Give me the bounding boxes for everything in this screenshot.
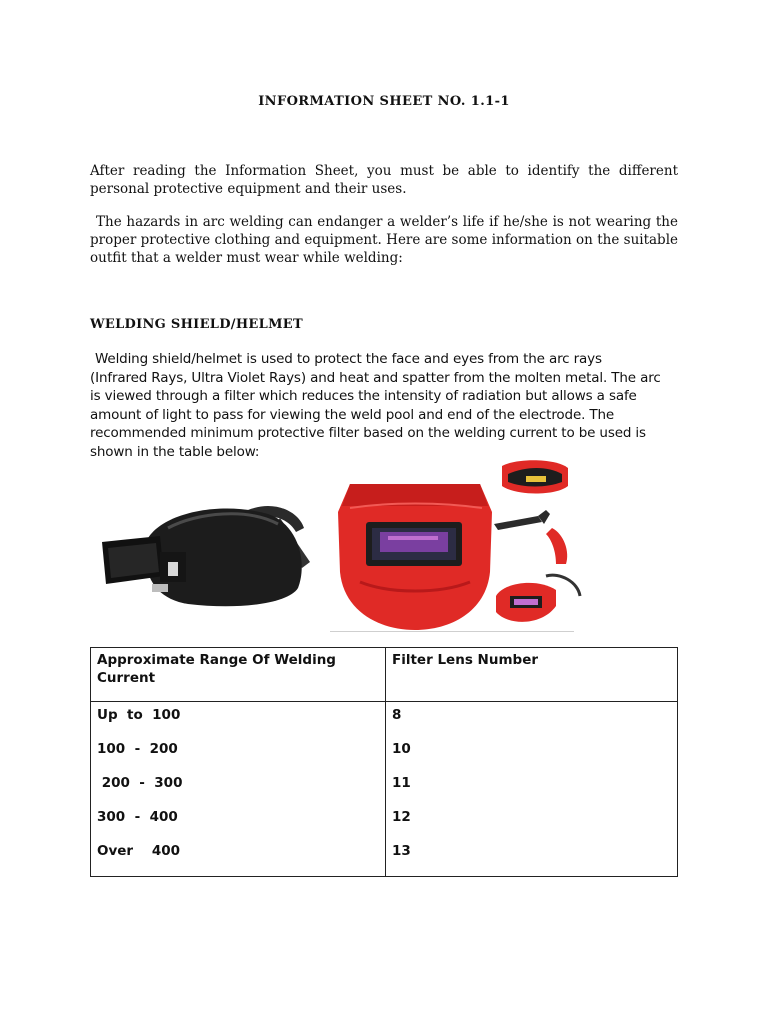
section-heading: WELDING SHIELD/HELMET [90, 317, 303, 332]
intro-paragraph: After reading the Information Sheet, you must be able to identify the different personal protective equipment and their uses. [90, 163, 678, 197]
hazards-paragraph: The hazards in arc welding can endanger a welder’s life if he/she is not wearing the proper protective clothing and equipment. Here are some information on the suitable outfit that a welder must wear while welding: [90, 214, 678, 266]
range-value: 300 - 400 [97, 809, 178, 825]
column-header-range: Approximate Range Of Welding Current [91, 648, 386, 702]
page-title: INFORMATION SHEET NO. 1.1-1 [258, 94, 510, 109]
lens-value: 8 [392, 707, 402, 723]
black-helmet-image [98, 492, 314, 614]
range-value: Up to 100 [97, 707, 181, 723]
column-header-lens: Filter Lens Number [386, 648, 678, 702]
range-value: 100 - 200 [97, 741, 178, 757]
red-shield-image [330, 462, 500, 632]
lens-value: 11 [392, 775, 411, 791]
range-value: 200 - 300 [97, 775, 183, 791]
section-body: Welding shield/helmet is used to protect the face and eyes from the arc rays (Infrared Rays, Ultra Violet Rays) and heat and spatter from the molten metal. The arc is viewed through a filter which reduces the intensity of radiation but allows a safe amount of light to pass for viewing the weld pool and end of the electrode. The recommended minimum protective filter based on the welding current to be used is shown in the table below: [90, 351, 661, 460]
table-header-row [91, 648, 678, 702]
red-helmet-views-graphic [494, 460, 580, 622]
lens-value: 10 [392, 741, 411, 757]
lens-value: 13 [392, 843, 411, 859]
lens-cell [386, 702, 678, 877]
red-shield-graphic [338, 484, 492, 630]
lens-value: 12 [392, 809, 411, 825]
filter-lens-table [90, 647, 678, 877]
red-helmet-views-image [486, 456, 586, 632]
table-row [91, 702, 678, 877]
range-cell [91, 702, 386, 877]
black-helmet-graphic [102, 506, 310, 606]
figure-divider [330, 631, 574, 632]
range-value: Over 400 [97, 843, 181, 859]
